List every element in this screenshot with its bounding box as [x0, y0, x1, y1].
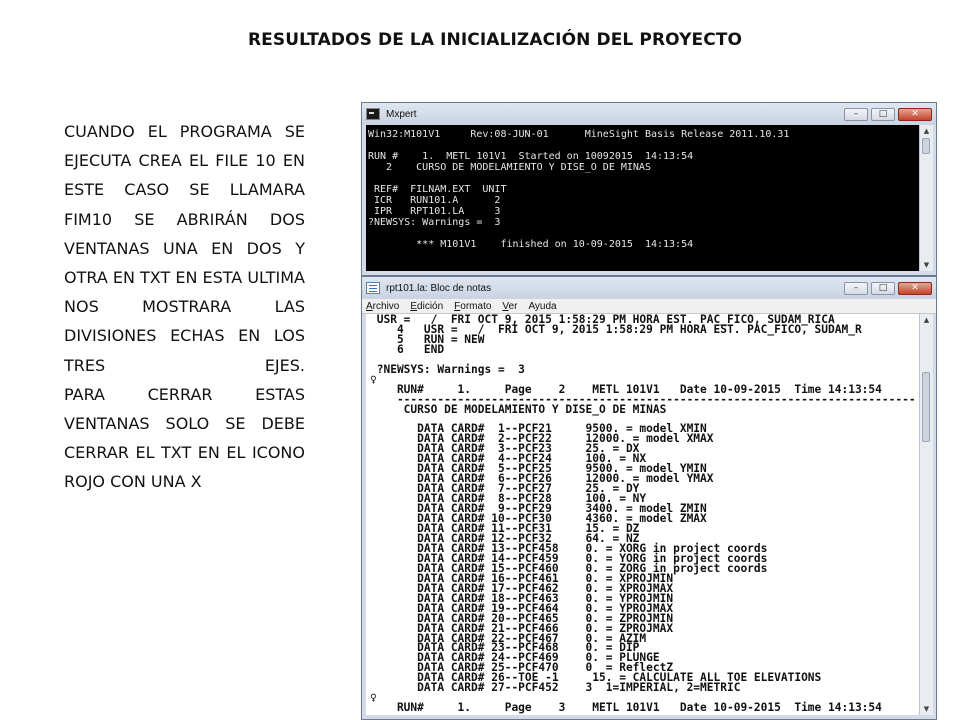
notepad-titlebar[interactable]: [362, 277, 936, 299]
menu-ver-label: er: [508, 300, 518, 312]
notepad-scroll-thumb[interactable]: [922, 372, 930, 442]
notepad-maximize-button[interactable]: [871, 282, 895, 295]
notepad-minimize-button[interactable]: [844, 282, 868, 295]
menu-ver[interactable]: [502, 301, 517, 312]
notepad-window-title: rpt101.la: Bloc de notas: [386, 282, 492, 294]
maximize-icon: □: [878, 282, 888, 293]
console-maximize-button[interactable]: [871, 108, 895, 121]
notepad-close-button[interactable]: [898, 282, 932, 295]
notepad-menubar: [362, 299, 936, 314]
notepad-window: [361, 276, 937, 720]
console-app-icon: [366, 108, 380, 120]
paragraph-description: CUANDO EL PROGRAMA SE EJECUTA CREA EL FILE 10 EN ESTE CASO SE LLAMARA FIM10 SE ABRIRÁN DOS VENTANAS UNA EN DOS Y OTRA EN TXT EN ESTA ULTIMA NOS MOSTRARA LAS DIVISIONES ECHAS EN LOS TRES EJES.: [64, 122, 305, 375]
console-close-button[interactable]: [898, 108, 932, 121]
menu-edicion-label: dición: [417, 300, 444, 312]
console-output-area[interactable]: [366, 125, 920, 271]
notepad-app-icon: [366, 282, 380, 294]
console-window: [361, 102, 937, 276]
notepad-content-text: USR = / FRI OCT 9, 2015 1:58:29 PM HORA EST. PAC_FICO, SUDAM_RICA 4 USR = / FRI OCT 9, 2015 1:58:29 PM HORA EST. PAC_FICO, SUDAM_R 5 RUN = NEW 6 END ?NEWSYS: Warnings = 3 ♀ RUN# 1. Page 2 METL 101V1 Date 10-09-2015 Time 14:13:54 ----------------------------------------------------------------------------- CURSO DE MODELAMIENTO Y DISE_O DE MINAS DATA CARD# 1--PCF21 9500. = model XMIN DATA CARD# 2--PCF22 12000. = model XMAX DATA CARD# 3--PCF23 25. = DX DATA CARD# 4--PCF24 100. = NX DATA CARD# 5--PCF25 9500. = model YMIN DATA CARD# 6--PCF26 12000. = model YMAX DATA CARD# 7--PCF27 25. = DY DATA CARD# 8--PCF28 100. = NY DATA CARD# 9--PCF29 3400. = model ZMIN DATA CARD# 10--PCF30 4360. = model ZMAX DATA CARD# 11--PCF31 15. = DZ DATA CARD# 12--PCF32 64. = NZ DATA CARD# 13--PCF458 0. = XORG in project coords DATA CARD# 14--PCF459 0. = YORG in project coords DATA CARD# 15--PCF460 0. = ZORG in project coords DATA CARD# 16--PCF461 0. = XPROJMIN DATA CARD# 17--PCF462 0. = XPROJMAX DATA CARD# 18--PCF463 0. = YPROJMIN DATA CARD# 19--PCF464 0. = YPROJMAX DATA CARD# 20--PCF465 0. = ZPROJMIN DATA CARD# 21--PCF466 0. = ZPROJMAX DATA CARD# 22--PCF467 0. = AZIM DATA CARD# 23--PCF468 0. = DIP DATA CARD# 24--PCF469 0. = PLUNGE DATA CARD# 25--PCF470 0 = ReflectZ DATA CARD# 26--TOE -1 15. = CALCULATE ALL TOE ELEVATIONS DATA CARD# 27--PCF452 3 1=IMPERIAL, 2=METRIC ♀ RUN# 1. Page 3 METL 101V1 Date 10-09-2015 Time 14:13:54: [370, 314, 916, 715]
menu-formato[interactable]: [454, 301, 491, 312]
menu-ayuda[interactable]: [528, 301, 556, 312]
console-window-controls: [844, 108, 932, 121]
menu-archivo-accel: A: [366, 300, 373, 312]
console-scroll-thumb[interactable]: [922, 138, 930, 154]
console-minimize-button[interactable]: [844, 108, 868, 121]
notepad-window-controls: [844, 282, 932, 295]
maximize-icon: □: [878, 108, 888, 119]
close-icon: ✕: [911, 108, 919, 119]
menu-formato-accel: F: [454, 300, 461, 312]
minimize-icon: –: [853, 282, 859, 293]
console-window-title: Mxpert: [386, 108, 417, 120]
menu-archivo[interactable]: [366, 301, 399, 312]
scroll-up-arrow-icon[interactable]: ▲: [923, 316, 930, 324]
slide-body-text: [64, 117, 305, 497]
menu-edicion[interactable]: [410, 301, 443, 312]
minimize-icon: –: [853, 108, 859, 119]
slide-title: RESULTADOS DE LA INICIALIZACIÓN DEL PROYECTO: [247, 30, 743, 50]
paragraph-instructions: PARA CERRAR ESTAS VENTANAS SOLO SE DEBE CERRAR EL TXT EN EL ICONO ROJO CON UNA X: [64, 384, 305, 492]
console-scrollbar[interactable]: [919, 125, 933, 271]
console-titlebar[interactable]: [362, 103, 936, 125]
scroll-up-arrow-icon[interactable]: ▲: [923, 127, 930, 135]
menu-formato-label: ormato: [460, 300, 492, 312]
menu-edicion-accel: E: [410, 300, 418, 312]
notepad-scrollbar[interactable]: [919, 314, 933, 715]
menu-ver-accel: V: [502, 300, 509, 312]
menu-ayuda-label: Ayuda: [528, 300, 557, 312]
console-output-text: Win32:M101V1 Rev:08-JUN-01 MineSight Basis Release 2011.10.31 RUN # 1. METL 101V1 Started on 10092015 14:13:54 2 CURSO DE MODELAMIENTO Y DISE_O DE MINAS REF# FILNAM.EXT UNIT ICR RUN101.A 2 IPR RPT101.LA 3 ?NEWSYS: Warnings = 3 *** M101V1 finished on 10-09-2015 14:13:54: [368, 129, 790, 250]
menu-archivo-label: rchivo: [372, 300, 400, 312]
close-icon: ✕: [911, 282, 919, 293]
scroll-down-arrow-icon[interactable]: ▼: [923, 705, 930, 713]
scroll-down-arrow-icon[interactable]: ▼: [923, 261, 930, 269]
notepad-text-area[interactable]: [366, 314, 920, 715]
